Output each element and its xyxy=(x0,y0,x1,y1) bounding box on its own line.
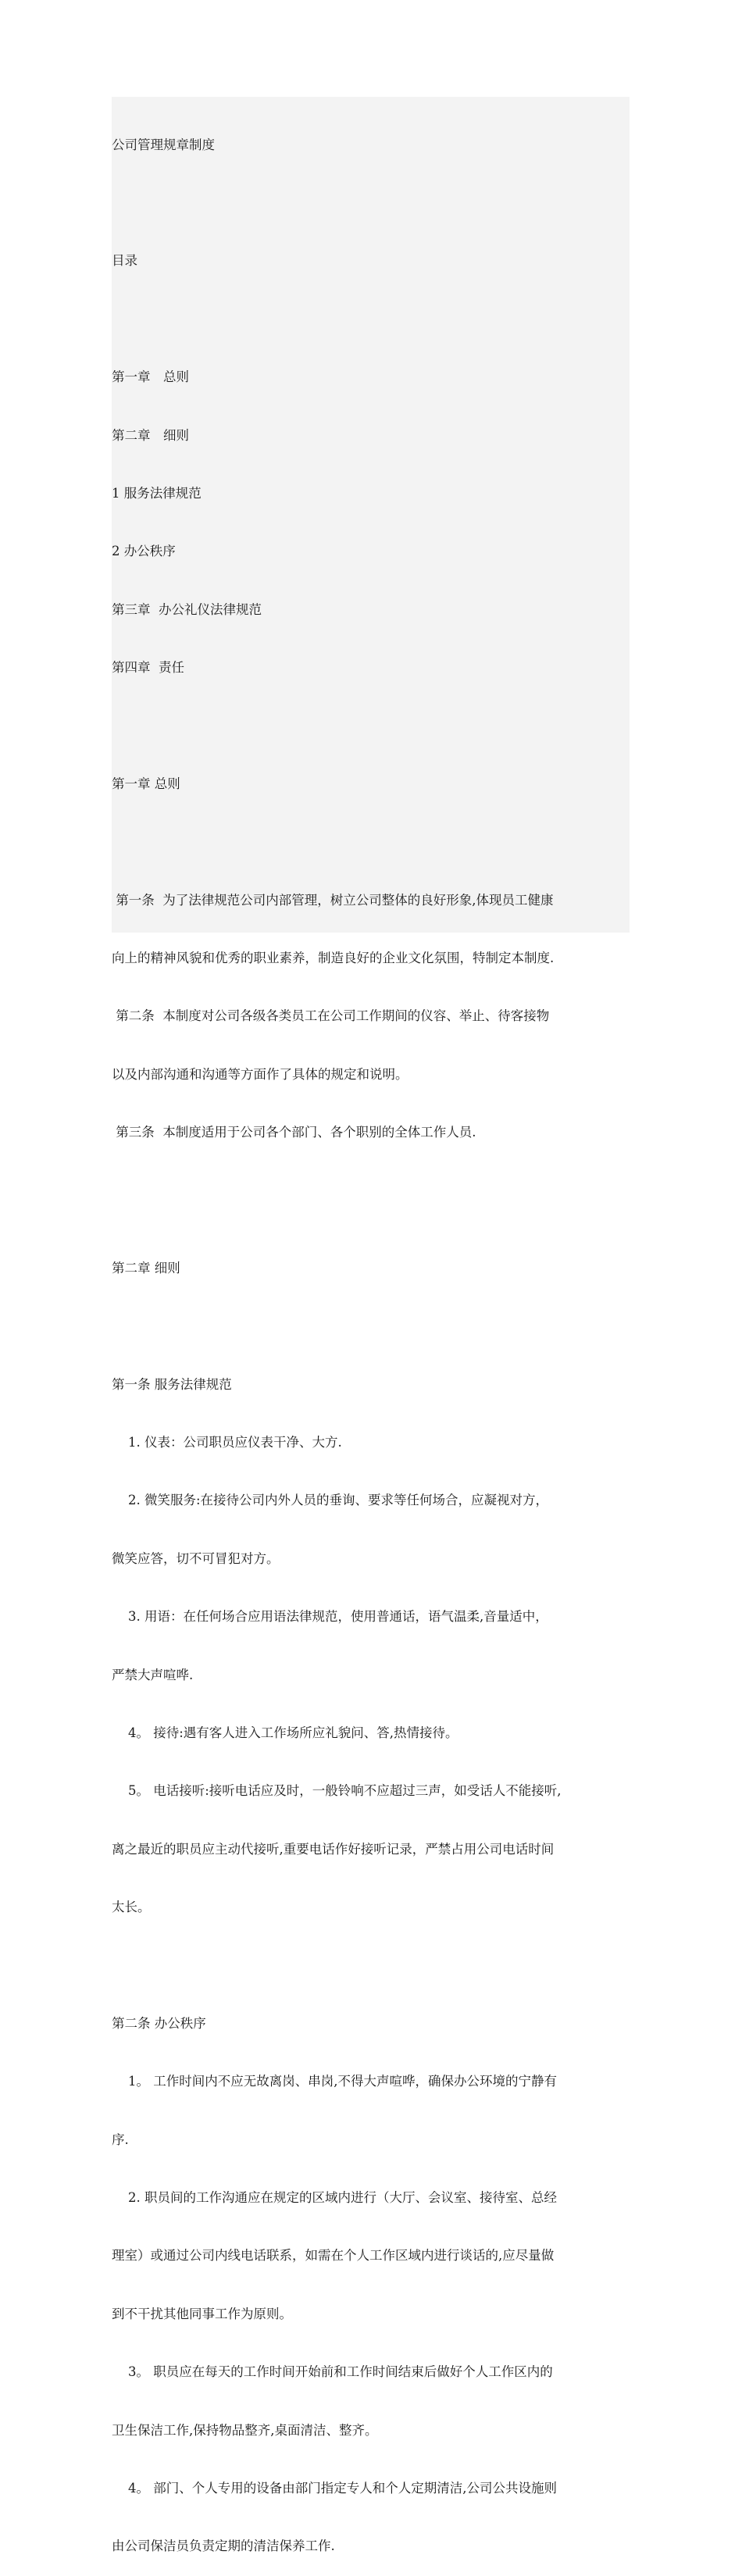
article2-line: 卫生保洁工作,保持物品整齐,桌面清洁、整齐。 xyxy=(112,2422,378,2438)
chapter1-line: 以及内部沟通和沟通等方面作了具体的规定和说明。 xyxy=(112,1066,408,1082)
article1-line: 2. 微笑服务:在接待公司内外人员的垂询、要求等任何场合，应凝视对方， xyxy=(112,1493,549,1508)
toc-heading: 目录 xyxy=(112,253,137,269)
article2-line: 由公司保洁员负责定期的清洁保养工作. xyxy=(112,2539,335,2554)
article2-line: 序. xyxy=(112,2132,129,2147)
toc-item: 1 服务法律规范 xyxy=(112,485,202,501)
article1-line: 5。 电话接听:接听电话应及时，一般铃响不应超过三声，如受话人不能接听, xyxy=(112,1783,562,1799)
chapter1-line: 向上的精神风貌和优秀的职业素养，制造良好的企业文化氛围，特制定本制度. xyxy=(112,951,555,966)
toc-item: 第四章 责任 xyxy=(112,660,184,676)
article1-line: 4。 接待:遇有客人进入工作场所应礼貌问、答,热情接待。 xyxy=(112,1725,458,1740)
article1-line: 严禁大声喧哗. xyxy=(112,1667,194,1682)
article1-line: 太长。 xyxy=(112,1900,151,1915)
article2-line: 理室）或通过公司内线电话联系，如需在个人工作区域内进行谈话的,应尽量做 xyxy=(112,2248,555,2264)
toc-item: 第一章 总则 xyxy=(112,369,189,385)
toc-item: 2 办公秩序 xyxy=(112,544,176,559)
article1-line: 微笑应答，切不可冒犯对方。 xyxy=(112,1550,280,1566)
chapter1-line: 第一条 为了法律规范公司内部管理，树立公司整体的良好形象,体现员工健康 xyxy=(112,892,554,908)
document-title: 公司管理规章制度 xyxy=(112,137,215,152)
toc-item: 第二章 细则 xyxy=(112,427,189,443)
article1-heading: 第一条 服务法律规范 xyxy=(112,1376,232,1392)
article1-line: 3. 用语：在任何场合应用语法律规范，使用普通话，语气温柔,音量适中， xyxy=(112,1609,548,1625)
article1-line: 1. 仪表：公司职员应仪表干净、大方. xyxy=(112,1434,342,1450)
article1-line: 离之最近的职员应主动代接听,重要电话作好接听记录，严禁占用公司电话时间 xyxy=(112,1841,555,1857)
article2-line: 2. 职员间的工作沟通应在规定的区域内进行（大厅、会议室、接待室、总经 xyxy=(112,2190,557,2206)
document-page xyxy=(112,97,630,2554)
article2-line: 1。 工作时间内不应无故离岗、串岗,不得大声喧哗，确保办公环境的宁静有 xyxy=(112,2074,557,2089)
chapter1-line: 第三条 本制度适用于公司各个部门、各个职别的全体工作人员. xyxy=(112,1125,476,1140)
article2-line: 到不干扰其他同事工作为原则。 xyxy=(112,2306,292,2321)
article2-line: 3。 职员应在每天的工作时间开始前和工作时间结束后做好个人工作区内的 xyxy=(112,2364,553,2380)
chapter1-heading: 第一章 总则 xyxy=(112,776,180,791)
chapter1-line: 第二条 本制度对公司各级各类员工在公司工作期间的仪容、举止、待客接物 xyxy=(112,1008,550,1024)
toc-item: 第三章 办公礼仪法律规范 xyxy=(112,601,262,617)
article2-heading: 第二条 办公秩序 xyxy=(112,2015,206,2031)
article2-line: 4。 部门、个人专用的设备由部门指定专人和个人定期清洁,公司公共设施则 xyxy=(112,2481,557,2496)
chapter2-heading: 第二章 细则 xyxy=(112,1260,180,1276)
